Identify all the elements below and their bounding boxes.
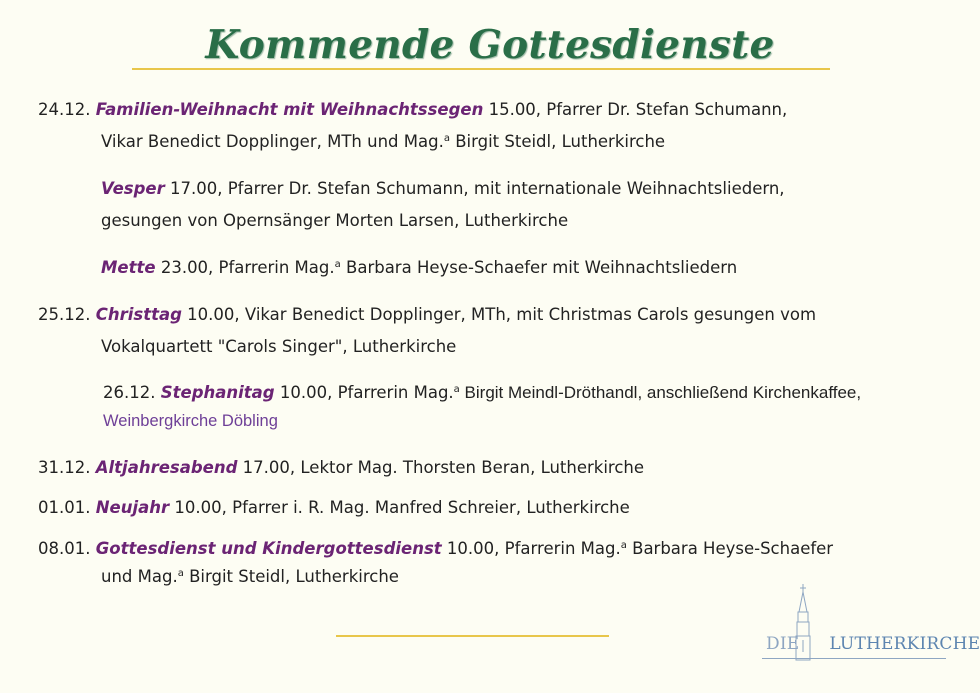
service-details: Birgit Steidl, Lutherkirche xyxy=(183,567,399,586)
service-line xyxy=(38,305,816,325)
service-details: 15.00, Pfarrer Dr. Stefan Schumann, xyxy=(483,100,788,119)
page-title: Kommende Gottesdienste xyxy=(205,22,775,68)
service-event: Mette xyxy=(101,258,156,277)
service-date: 24.12. xyxy=(38,100,91,119)
service-event: Neujahr xyxy=(95,498,170,517)
service-details: Vikar Benedict Dopplinger, MTh und Mag. xyxy=(101,132,444,151)
title-underline xyxy=(132,68,830,70)
service-date: 08.01. xyxy=(38,539,91,558)
service-details: Birgit Steidl, Lutherkirche xyxy=(449,132,666,151)
service-date: 01.01. xyxy=(38,498,91,517)
service-line xyxy=(101,179,785,199)
superscript: a xyxy=(453,384,460,395)
service-line xyxy=(38,458,644,478)
service-line xyxy=(38,498,630,518)
service-details: 10.00, Pfarrerin Mag. xyxy=(441,539,621,558)
service-event: Christtag xyxy=(95,305,182,324)
service-line xyxy=(101,211,568,231)
service-details: Barbara Heyse-Schaefer xyxy=(626,539,834,558)
service-line xyxy=(103,383,861,403)
logo-die: DIE xyxy=(766,634,800,654)
service-line xyxy=(103,411,278,431)
service-details: Vokalquartett "Carols Singer", Lutherkirche xyxy=(101,337,457,356)
service-event: Familien-Weihnacht mit Weihnachtssegen xyxy=(95,100,484,119)
service-details: 10.00, Vikar Benedict Dopplinger, MTh, mit Christmas Carols gesungen vom xyxy=(181,305,817,324)
service-date: 26.12. xyxy=(103,383,156,402)
service-line xyxy=(101,337,456,357)
service-details: Birgit Meindl-Dröthandl, anschließend Kirchenkaffee, xyxy=(459,383,862,402)
service-details: 17.00, Pfarrer Dr. Stefan Schumann, mit internationale Weihnachtsliedern, xyxy=(164,179,785,198)
service-event: Stephanitag xyxy=(160,383,275,402)
service-details: gesungen von Opernsänger Morten Larsen, Lutherkirche xyxy=(101,211,569,230)
service-details: Barbara Heyse-Schaefer mit Weihnachtsliedern xyxy=(340,258,738,277)
logo-name: LUTHERKIRCHE xyxy=(829,634,980,654)
service-line xyxy=(38,539,833,559)
superscript: a xyxy=(334,259,341,270)
service-details: 10.00, Pfarrerin Mag. xyxy=(274,383,454,402)
service-details: 10.00, Pfarrer i. R. Mag. Manfred Schreier, Lutherkirche xyxy=(169,498,630,517)
service-event: Gottesdienst und Kindergottesdienst xyxy=(95,539,442,558)
service-details: und Mag. xyxy=(101,567,178,586)
service-line xyxy=(38,100,787,120)
logo-underline xyxy=(762,658,946,659)
service-event: Altjahresabend xyxy=(95,458,238,477)
service-event: Vesper xyxy=(101,179,165,198)
bottom-divider xyxy=(336,635,609,637)
service-date: 31.12. xyxy=(38,458,91,477)
superscript: a xyxy=(620,540,627,551)
logo-wordmark xyxy=(766,634,980,654)
service-date: 25.12. xyxy=(38,305,91,324)
service-details: 23.00, Pfarrerin Mag. xyxy=(155,258,335,277)
service-line xyxy=(101,567,399,587)
service-location: Weinbergkirche Döbling xyxy=(103,412,278,430)
superscript: a xyxy=(443,133,450,144)
service-line xyxy=(101,258,737,278)
service-line xyxy=(101,132,665,152)
superscript: a xyxy=(177,568,184,579)
service-details: 17.00, Lektor Mag. Thorsten Beran, Lutherkirche xyxy=(237,458,645,477)
